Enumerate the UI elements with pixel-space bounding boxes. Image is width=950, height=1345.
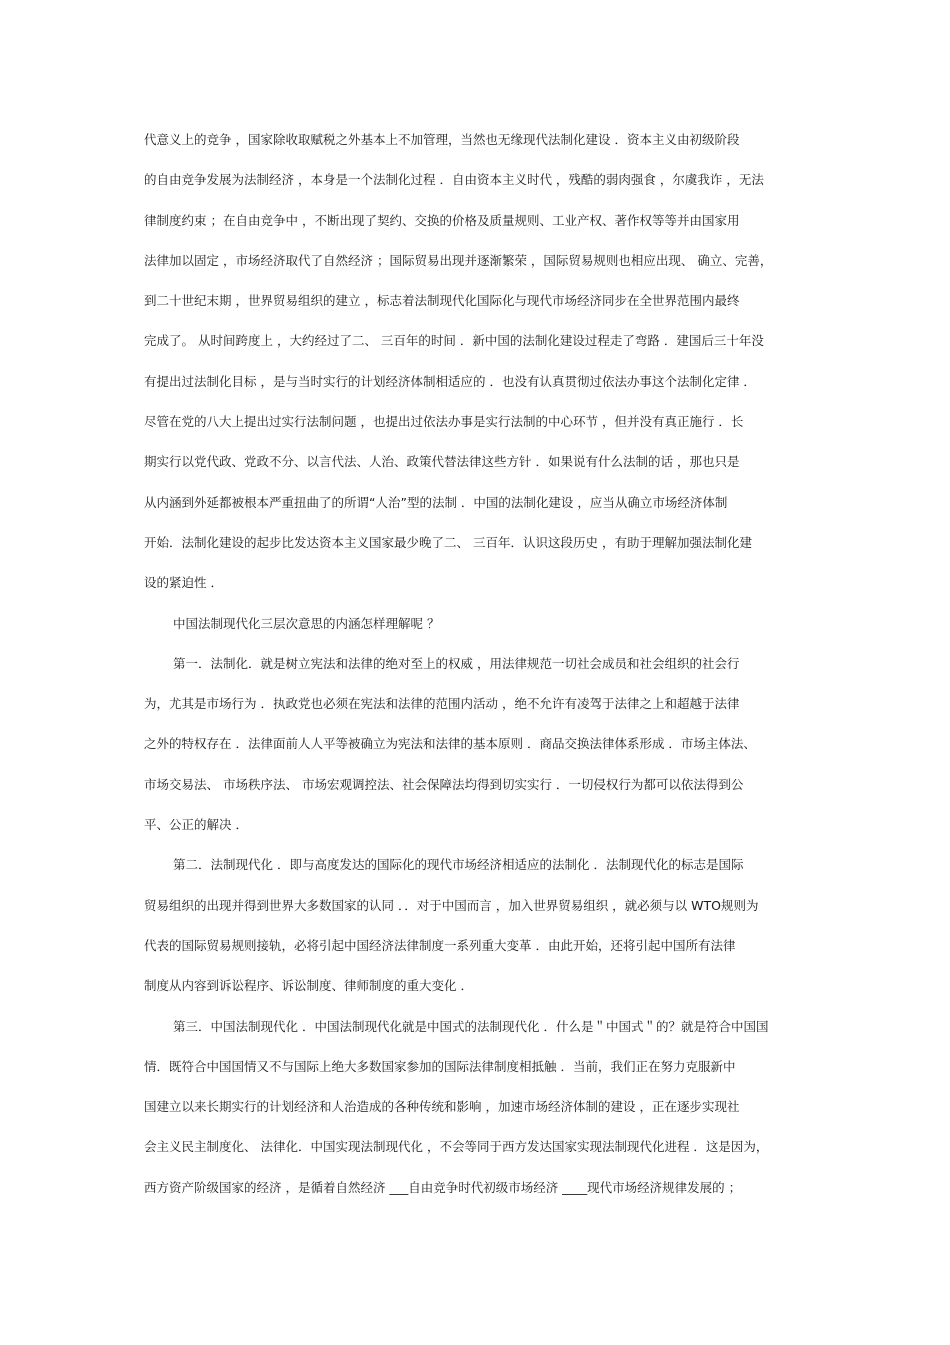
- text-line: 期实行以党代政、党政不分、以言代法、人治、政策代替法律这些方针 ．如果说有什么法制的话 ，那也只是: [144, 454, 740, 470]
- text-line: 代表的国际贸易规则接轨，必将引起中国经济法律制度一系列重大变革 ．由此开始，还将引起中国所有法律: [144, 937, 736, 953]
- text-line: 有提出过法制化目标 ，是与当时实行的计划经济体制相适应的 ．也没有认真贯彻过依法办事这个法制化定律 ．: [144, 373, 756, 389]
- text-line: 西方资产阶级国家的经济 ，是循着自然经济 ___自由竞争时代初级市场经济 ____现代市场经济规律发展的 ；: [144, 1179, 742, 1195]
- text-line: 之外的特权存在 ．法律面前人人平等被确立为宪法和法律的基本原则 ．商品交换法律体系形成 ．市场主体法、: [144, 736, 756, 752]
- text-line: 情．既符合中国国情又不与国际上绝大多数国家参加的国际法律制度相抵触 ．当前，我们正在努力克服新中: [144, 1058, 736, 1074]
- text-line: 的自由竞争发展为法制经济 ，本身是一个法制化过程 ．自由资本主义时代 ，残酷的弱肉强食 ，尔虞我诈 ，无法: [144, 172, 764, 188]
- text-line: 国建立以来长期实行的计划经济和人治造成的各种传统和影响 ，加速市场经济体制的建设 ，正在逐步实现社: [144, 1099, 740, 1115]
- body-text: [144, 130, 816, 1218]
- text-line: 律制度约束 ；在自由竞争中 ，不断出现了契约、交换的价格及质量规则、工业产权、著作权等等并由国家用: [144, 212, 740, 228]
- text-line: 法律加以固定 ，市场经济取代了自然经济 ；国际贸易出现并逐渐繁荣 ，国际贸易规则也相应出现、 确立、完善，: [144, 252, 773, 268]
- text-line: 到二十世纪末期 ，世界贸易组织的建立 ，标志着法制现代化国际化与现代市场经济同步在全世界范围内最终: [144, 293, 740, 309]
- paragraph-first-line: 第一．法制化．就是树立宪法和法律的绝对至上的权威 ，用法律规范一切社会成员和社会组织的社会行: [173, 655, 740, 671]
- section-question: 中国法制现代化三层次意思的内涵怎样理解呢 ？: [173, 615, 440, 631]
- text-line: 完成了。 从时间跨度上 ，大约经过了二、 三百年的时间 ．新中国的法制化建设过程走了弯路 ．建国后三十年没: [144, 333, 764, 349]
- text-line: 代意义上的竞争 ，国家除收取赋税之外基本上不加管理，当然也无缘现代法制化建设 ．资本主义由初级阶段: [144, 132, 740, 147]
- text-line: 尽管在党的八大上提出过实行法制问题 ，也提出过依法办事是实行法制的中心环节 ，但并没有真正施行 ．长: [144, 414, 744, 430]
- text-line: 会主义民主制度化、 法律化．中国实现法制现代化 ，不会等同于西方发达国家实现法制现代化进程 ．这是因为，: [144, 1139, 769, 1155]
- text-line: 开始．法制化建设的起步比发达资本主义国家最少晚了二、 三百年．认识这段历史 ，有助于理解加强法制化建: [144, 534, 752, 550]
- text-line: 从内涵到外延都被根本严重扭曲了的所谓“人治”型的法制 ．中国的法制化建设 ，应当从确立市场经济体制: [144, 494, 728, 510]
- paragraph-first-line: 第二．法制现代化 ．即与高度发达的国际化的现代市场经济相适应的法制化 ．法制现代化的标志是国际: [173, 857, 744, 873]
- text-line: 为，尤其是市场行为 ．执政党也必须在宪法和法律的范围内活动 ，绝不允许有凌驾于法律之上和超越于法律: [144, 696, 740, 712]
- paragraph-first-line: 第三．中国法制现代化 ．中国法制现代化就是中国式的法制现代化 ．什么是＂中国式＂的？就是符合中国国: [173, 1018, 769, 1034]
- text-line: 设的紧迫性 ．: [144, 575, 223, 591]
- text-line: 贸易组织的出现并得到世界大多数国家的认同 ．．对于中国而言 ，加入世界贸易组织 ，就必须与以 WTO规则为: [144, 897, 759, 913]
- text-line: 市场交易法、 市场秩序法、 市场宏观调控法、社会保障法均得到切实实行 ．一切侵权行为都可以依法得到公: [144, 776, 744, 792]
- text-line: 制度从内容到诉讼程序、诉讼制度、律师制度的重大变化 ．: [144, 978, 473, 994]
- text-line: 平、公正的解决 ．: [144, 817, 248, 833]
